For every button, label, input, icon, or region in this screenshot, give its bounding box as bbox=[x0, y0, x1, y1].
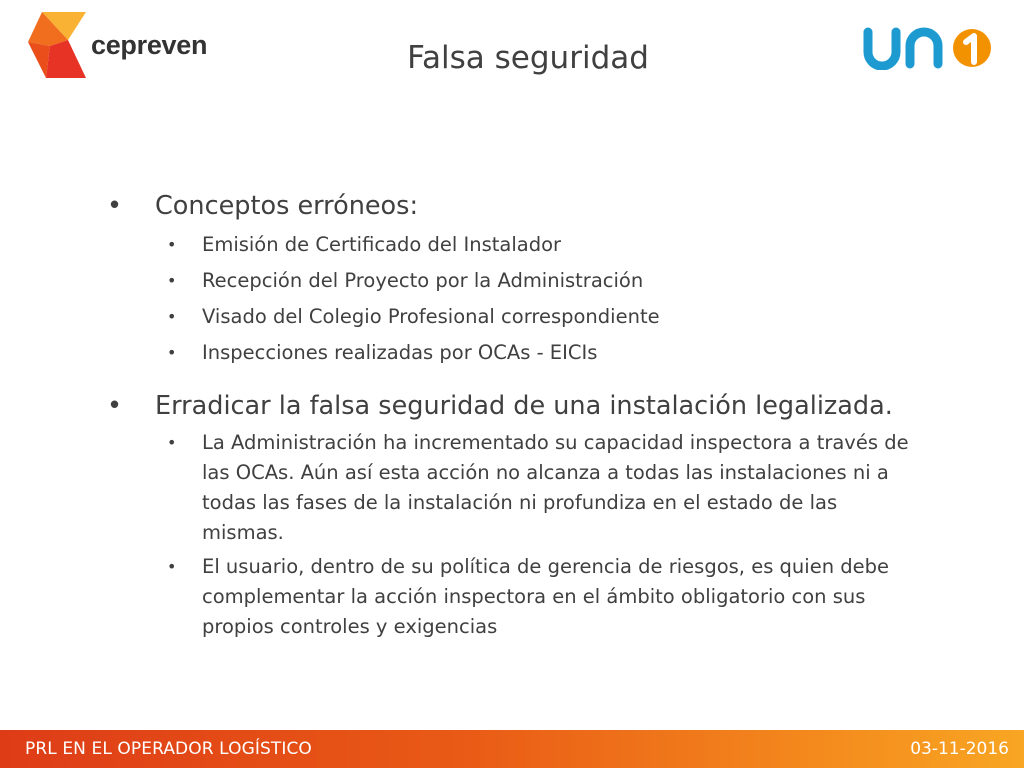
cepreven-logo-text: cepreven bbox=[91, 30, 208, 60]
slide-content bbox=[100, 188, 920, 642]
bullet-main-2: • Erradicar la falsa seguridad de una instalación legalizada. bbox=[100, 388, 920, 424]
sub-bullet-2-1: • La Administración ha incrementado su capacidad inspectora a través de las OCAs. Aún así esta acción no alcanza a todas las instalaciones ni a todas las fases de la instalación ni profundiza en el estado de las mismas. bbox=[155, 428, 920, 548]
footer-date: 03-11-2016 bbox=[910, 739, 1009, 759]
footer-title: PRL EN EL OPERADOR LOGÍSTICO bbox=[25, 739, 312, 759]
sub-bullet-1-4: • Inspecciones realizadas por OCAs - EICIs bbox=[155, 338, 920, 368]
bullet-group-2 bbox=[100, 388, 920, 642]
bullet-main-1: • Conceptos erróneos: bbox=[100, 188, 920, 224]
sub-bullet-1-1: • Emisión de Certificado del Instalador bbox=[155, 230, 920, 260]
sub-bullet-1-2: • Recepción del Proyecto por la Administración bbox=[155, 266, 920, 296]
sub-bullet-2-2: • El usuario, dentro de su política de gerencia de riesgos, es quien debe complementar la acción inspectora en el ámbito obligatorio con sus propios controles y exigencias bbox=[155, 552, 920, 642]
footer-bar bbox=[0, 730, 1024, 768]
bullet-group-1 bbox=[100, 188, 920, 368]
slide-title: Falsa seguridad bbox=[407, 40, 649, 76]
sub-bullet-1-3: • Visado del Colegio Profesional correspondiente bbox=[155, 302, 920, 332]
